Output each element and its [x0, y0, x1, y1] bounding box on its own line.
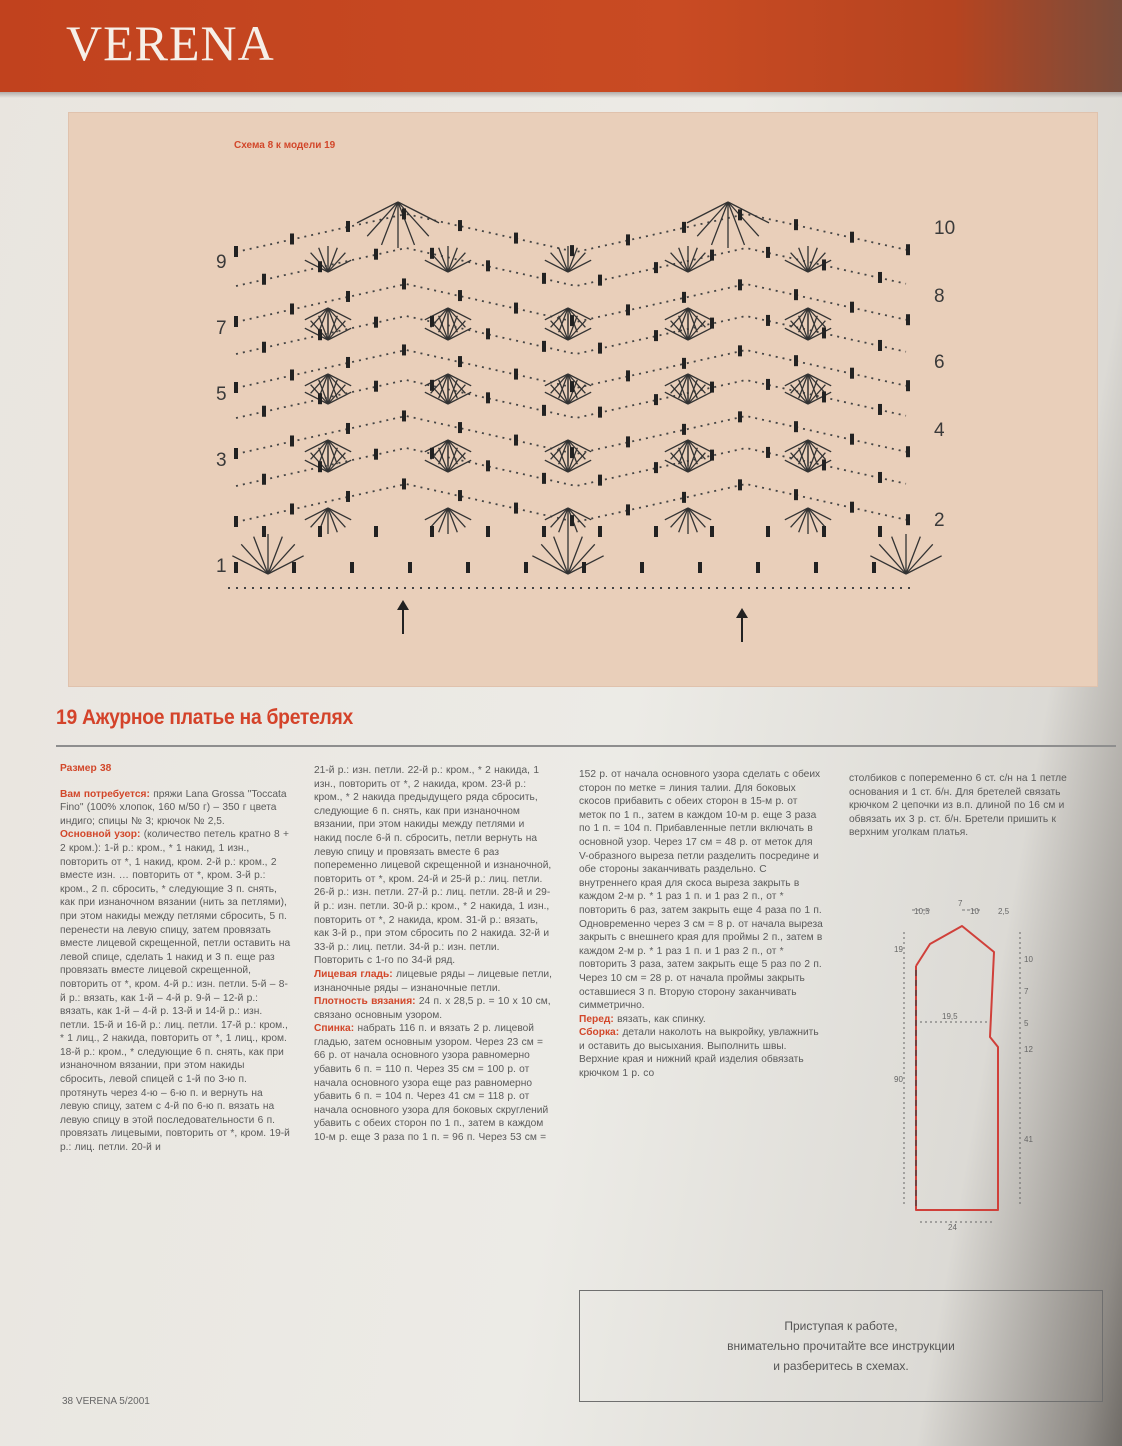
chart-stitch-bar: [430, 380, 434, 391]
chart-stitch-bar: [850, 502, 854, 513]
chart-stitch-bar: [402, 278, 406, 289]
chart-stitch-bar: [346, 357, 350, 368]
chart-fan-ray: [241, 544, 268, 574]
chart-fan-ray: [311, 308, 328, 327]
chart-fan-ray: [671, 440, 688, 459]
dim-right-3: 5: [1024, 1019, 1029, 1028]
chart-fan-ray: [671, 385, 688, 404]
chart-fans: [232, 202, 941, 574]
chart-stitch-bar: [234, 562, 238, 573]
face-label: Лицевая гладь:: [314, 968, 393, 980]
chart-stitch-bar: [640, 562, 644, 573]
chart-fan-ray: [431, 508, 448, 527]
dim-left-full: 90: [894, 1075, 903, 1084]
chart-stitch-bar: [654, 462, 658, 473]
chart-stitch-bar: [234, 516, 238, 527]
chart-fan-ray: [551, 508, 568, 527]
chart-fan-ray: [448, 374, 465, 393]
dim-left-top: 19: [894, 945, 903, 954]
chart-stitch-bar: [234, 316, 238, 327]
chart-fan-ray: [448, 253, 465, 272]
chart-stitch-bar: [318, 461, 322, 472]
chart-stitch-bar: [766, 379, 770, 390]
chart-fan-ray: [551, 253, 568, 272]
chart-stitch-bar: [262, 474, 266, 485]
chart-stitch-bar: [872, 562, 876, 573]
chart-stitch-bar: [514, 435, 518, 446]
chart-fan-ray: [311, 440, 328, 459]
chart-fan: [687, 202, 769, 248]
chart-stitch-bar: [402, 478, 406, 489]
chart-stitch-bar: [766, 247, 770, 258]
crochet-chart: [68, 112, 1098, 687]
crochet-scheme-panel: [68, 112, 1098, 687]
row-number-left: 9: [216, 252, 227, 273]
chart-stitch-bar: [466, 562, 470, 573]
chart-stitch-bar: [290, 435, 294, 446]
chart-stitch-bar: [682, 292, 686, 303]
dim-top-left: 10,5: [914, 907, 930, 916]
chart-stitch-bar: [350, 562, 354, 573]
chart-fan-ray: [791, 253, 808, 272]
chart-stitch-bar: [458, 490, 462, 501]
chart-stitch-bar: [514, 369, 518, 380]
chart-stitch-bar: [570, 515, 574, 526]
chart-fan-ray: [328, 508, 345, 527]
chart-stitch-bar: [430, 448, 434, 459]
text-column-1: [60, 762, 292, 1155]
chart-fan-ray: [728, 202, 759, 236]
row-number-right: 10: [934, 218, 956, 239]
chart-stitch-bar: [458, 290, 462, 301]
chart-stitch-bar: [430, 526, 434, 537]
text-column-2: [314, 764, 552, 1145]
chart-stitch-bar: [486, 328, 490, 339]
chart-fan-ray: [328, 440, 345, 459]
chart-stitch-bar: [698, 562, 702, 573]
masthead: [0, 0, 1122, 92]
chart-fan-ray: [568, 544, 595, 574]
chart-fan-ray: [791, 374, 808, 393]
chart-fan: [545, 246, 591, 272]
chart-stitch-bar: [290, 503, 294, 514]
chart-stitch-bar: [654, 262, 658, 273]
chart-fan-ray: [328, 374, 345, 393]
chart-stitch-bar: [766, 526, 770, 537]
dim-right-5: 41: [1024, 1135, 1033, 1144]
chart-stitch-bar: [486, 260, 490, 271]
row-number-left: 1: [216, 556, 227, 577]
chart-stitch-bar: [582, 562, 586, 573]
chart-fan-ray: [808, 508, 825, 527]
chart-stitch-bar: [906, 380, 910, 391]
dim-top-right: 2,5: [998, 907, 1010, 916]
chart-fan-ray: [808, 308, 825, 327]
chart-fan: [665, 508, 711, 534]
chart-fan-ray: [688, 508, 705, 527]
chart-fan-ray: [808, 374, 825, 393]
chart-fan-ray: [688, 308, 705, 327]
chart-fan: [305, 246, 351, 272]
dim-right-2: 7: [1024, 987, 1029, 996]
chart-fan-ray: [688, 253, 705, 272]
dim-top-mid2: 10: [970, 907, 979, 916]
chart-stitch-bar: [850, 434, 854, 445]
chart-fan: [545, 308, 591, 334]
notice-line-2: внимательно прочитайте все инструкции: [727, 1339, 955, 1353]
back-label: Спинка:: [314, 1023, 355, 1035]
chart-fan-ray: [879, 544, 906, 574]
chart-stitch-bar: [738, 209, 742, 220]
chart-fan-ray: [328, 385, 345, 404]
chart-stitch-bar: [822, 327, 826, 338]
chart-fan: [545, 440, 591, 466]
chart-fan-ray: [791, 508, 808, 527]
chart-stitch-bar: [514, 303, 518, 314]
chart-stitch-bar: [542, 526, 546, 537]
chart-stitch-bar: [430, 316, 434, 327]
verena-logo: VERENA: [66, 15, 275, 71]
chart-fan-ray: [791, 440, 808, 459]
chart-stitch-bar: [458, 220, 462, 231]
chart-fan-ray: [328, 253, 345, 272]
dim-top-mid: 7: [958, 899, 963, 908]
chart-fan-ray: [448, 440, 465, 459]
chart-fan-ray: [671, 508, 688, 527]
chart-stitch-bar: [626, 304, 630, 315]
chart-stitch-bar: [486, 392, 490, 403]
chart-fan-ray: [688, 440, 705, 459]
chart-stitch-bar: [514, 503, 518, 514]
chart-fan: [665, 308, 711, 334]
chart-fan: [665, 246, 711, 272]
chart-stitch-bar: [598, 343, 602, 354]
chart-fan: [305, 308, 351, 334]
col4-text: столбиков с попеременно 6 ст. с/н на 1 петле основания и 1 ст. б/н. Для бретелей связать крючком 2 цепочки из в.п. длиной по 16 см и обвязать их 3 р. ст. б/н. Бретели пришить к верхним уголкам платья.: [849, 773, 1067, 839]
chart-fan: [357, 202, 439, 248]
dim-mid-width: 19,5: [942, 1012, 958, 1021]
chart-stitch-bar: [794, 355, 798, 366]
chart-stitch-bar: [402, 410, 406, 421]
chart-stitch-bar: [654, 330, 658, 341]
chart-fan-ray: [551, 440, 568, 459]
chart-stitch-bar: [458, 356, 462, 367]
main-pattern-text: (количество петель кратно 8 + 2 кром.): 1-й р.: кром., * 1 накид, 1 изн., повторить от *, 1 накид, кром. 2-й р.: кром., 2 вместе изн. … повторить от *, кром. 3-й р.: кром., 2 п. сбросить, * следующие 3 п. снять, как при изнаночном вязании (нить за петлями), при этом накиды между петлями сбросить, 5 п. перенести на левую спицу, затем провязать вместе лицевой скрещенной, петли оставить на левой спице, сделать 1 накид и 3 п. еще раз провязать вместе лицевой скрещенной, повторить от *, кром. 4-й р.: изн. петли. 5-й – 8-й р.: вязать, как 1-й – 4-й р. 9-й – 12-й р.: вязать, как 1-й – 4-й р. 13-й и 14-й р.: изн. петли. 15-й и 16-й р.: лиц. петли. 17-й р.: кром., * 1 лиц., 2 накида, повторить от *, 1 лиц., кром. 18-й р.: кром., * следующие 6 п. снять, как при изнаночном вязании, при этом накиды сбросить, левой спицей с 1-й по 3-ю п. протянуть через 4-ю – 6-ю п. и вернуть на левую спицу, затем с 4-й по 6-ю п. вязать на левую спицу в этой последовательности 6 п. провязать лицевыми, повторить от *, кром. 19-й р.: лиц. петли. 20-й и: [60, 829, 291, 1154]
notice-box: [579, 1290, 1103, 1402]
chart-stitch-bar: [542, 405, 546, 416]
chart-stitch-bar: [626, 234, 630, 245]
chart-stitch-bar: [290, 369, 294, 380]
chart-fan: [532, 534, 603, 574]
chart-stitch-bar: [486, 460, 490, 471]
chart-stitch-bar: [374, 381, 378, 392]
chart-fan-ray: [268, 544, 295, 574]
chart-stitch-bar: [262, 274, 266, 285]
assembly-text: детали наколоть на выкройку, увлажнить и оставить до высыхания. Выполнить швы. Верхние края и нижний край изделия обвязать крючком 1 р. со: [579, 1027, 819, 1080]
chart-stitch-bar: [822, 259, 826, 270]
chart-stitch-bar: [374, 449, 378, 460]
chart-stitch-bar: [570, 381, 574, 392]
chart-fan-ray: [551, 308, 568, 327]
article-title: 19 Ажурное платье на бретелях: [56, 706, 354, 729]
chart-stitch-bar: [654, 526, 658, 537]
chart-stitch-bar: [542, 341, 546, 352]
chart-stitch-bar: [234, 448, 238, 459]
chart-stitch-bar: [374, 249, 378, 260]
chart-stitch-bar: [878, 472, 882, 483]
chart-stitch-bar: [346, 423, 350, 434]
chart-stitch-bar: [514, 233, 518, 244]
chart-fan: [870, 534, 941, 574]
chart-stitch-bar: [794, 489, 798, 500]
row-number-left: 5: [216, 384, 227, 405]
row-number-left: 3: [216, 450, 227, 471]
chart-stitch-bar: [570, 447, 574, 458]
notice-line-3: и разберитесь в схемах.: [773, 1359, 909, 1373]
chart-stitch-bar: [598, 275, 602, 286]
main-pattern-label: Основной узор:: [60, 829, 141, 841]
chart-stitch-bar: [906, 446, 910, 457]
chart-stitch-bar: [542, 273, 546, 284]
chart-stitch-bar: [682, 492, 686, 503]
chart-stitch-bar: [906, 244, 910, 255]
row-number-right: 8: [934, 286, 945, 307]
text-column-4: [849, 772, 1094, 840]
face-text: лицевые ряды – лицевые петли, изнаночные ряды – изнаночные петли.: [314, 968, 552, 994]
chart-stitch-bar: [738, 279, 742, 290]
chart-fan: [305, 440, 351, 466]
garment-pattern-diagram: [890, 892, 1040, 1232]
chart-fan-ray: [541, 544, 568, 574]
chart-stitch-bar: [234, 246, 238, 257]
chart-stitch-bar: [822, 526, 826, 537]
chart-stitch-bar: [906, 514, 910, 525]
col2-text-a: 21-й р.: изн. петли. 22-й р.: кром., * 2 накида, 1 изн., повторить от *, 2 накида, кром. 23-й р.: кром., * 2 накида предыдущего ряда сбросить, следующие 6 п. снять, как при изнаночном вязании, при этом накиды между петлями и накид после 6-й п. сбросить, петли вернуть на левую спицу и провязать вместе 6 раз попеременно лицевой скрещенной и изнаночной, повторить от *, кром. 24-й и 25-й р.: лиц. петли. 26-й р.: изн. петли. 27-й р.: лиц. петли. 28-й и 29-й р.: изн. петли. 30-й р.: кром., * 2 накида, 1 изн., повторить от *, 2 накида, кром. 31-й р.: вязать, как 3-й р., при этом сбросить по 2 накида. 32-й и 33-й р.: лиц. петли. 34-й р.: изн. петли. Повторить с 1-го по 34-й ряд.: [314, 765, 552, 967]
chart-fan-ray: [671, 253, 688, 272]
chart-stitch-bar: [542, 473, 546, 484]
chart-stitch-bar: [290, 303, 294, 314]
chart-stitch-bar: [458, 422, 462, 433]
chart-fan-ray: [688, 374, 705, 393]
chart-stitch-bar: [318, 329, 322, 340]
chart-stitch-bar: [626, 436, 630, 447]
chart-stitch-bar: [570, 245, 574, 256]
chart-stitch-bar: [822, 459, 826, 470]
page-footer: 38 VERENA 5/2001: [62, 1396, 150, 1407]
row-number-left: 7: [216, 318, 227, 339]
chart-stitch-bar: [374, 317, 378, 328]
chart-fan-ray: [448, 308, 465, 327]
chart-stitch-bar: [598, 407, 602, 418]
chart-stitch-bar: [346, 221, 350, 232]
row-number-right: 6: [934, 352, 945, 373]
chart-fan: [305, 508, 351, 534]
chart-stitch-bar: [710, 526, 714, 537]
chart-stitch-bar: [738, 345, 742, 356]
chart-stitch-bar: [318, 261, 322, 272]
chart-stitch-bar: [682, 424, 686, 435]
chart-fan-ray: [551, 385, 568, 404]
chart-fan-ray: [448, 508, 465, 527]
chart-stitch-bar: [402, 208, 406, 219]
chart-stitch-bar: [710, 318, 714, 329]
chart-fan-ray: [311, 508, 328, 527]
dim-right-4: 12: [1024, 1045, 1033, 1054]
size-label: Размер 38: [60, 763, 112, 774]
row-number-right: 2: [934, 510, 945, 531]
title-rule: [56, 745, 1116, 747]
chart-fan-ray: [688, 385, 705, 404]
chart-fan-ray: [367, 202, 398, 236]
chart-stitch-bar: [756, 562, 760, 573]
arrow-right-icon: [736, 608, 748, 642]
row-number-right: 4: [934, 420, 945, 441]
chart-fan-ray: [906, 544, 933, 574]
chart-stitch-bar: [814, 562, 818, 573]
chart-stitch-bar: [654, 394, 658, 405]
chart-stitch-bar: [598, 526, 602, 537]
front-text: вязать, как спинку.: [617, 1013, 706, 1025]
text-column-3: [579, 768, 823, 1081]
chart-stitch-bar: [292, 562, 296, 573]
dim-right-1: 10: [1024, 955, 1033, 964]
chart-stitch-bar: [850, 232, 854, 243]
chart-stitch-bar: [234, 382, 238, 393]
chart-stitch-bar: [626, 504, 630, 515]
density-label: Плотность вязания:: [314, 996, 416, 1008]
chart-stitch-bar: [850, 302, 854, 313]
chart-stitch-bar: [906, 314, 910, 325]
chart-stitch-bar: [878, 272, 882, 283]
chart-stitch-bar: [430, 248, 434, 259]
col3-text: 152 р. от начала основного узора сделать с обеих сторон по метке = линия талии. Для боковых скосов прибавить с обеих сторон в 15-м р. от меток по 1 п., затем в каждом 10-м р. еще 3 раза по 1 п. = 104 п. Прибавленные петли включать в основной узор. Через 17 см = 48 р. от меток для V-образного выреза петли разделить посредине и обе стороны заканчивать раздельно. С внутреннего края для скоса выреза закрыть в каждом 2-м р. * 1 раз 1 п. и 1 раз 2 п., от * повторить 6 раз, затем закрыть еще 4 раза по 1 п. Одновременно через 3 см = 8 р. от начала выреза закрыть с внешнего края для проймы 2 п., затем в каждом 2-м р. * 1 раз 1 п. и 1 раз 2 п., от * повторить 3 раза, затем закрыть еще 5 раз по 2 п. Через 10 см = 28 р. от начала проймы закрыть оставшиеся 3 п. Вторую сторону заканчивать симметрично.: [579, 769, 823, 1012]
density-text: 24 п. x 28,5 р. = 10 x 10 см, связано основным узором.: [314, 996, 551, 1021]
needs-text: пряжи Lana Grossa "Toccata Fino" (100% хлопок, 160 м/50 г) – 350 г цвета индиго; спицы № 3; крючок № 2,5.: [60, 788, 287, 827]
chart-stitch-bar: [878, 340, 882, 351]
chart-fan-ray: [551, 374, 568, 393]
chart-stitch-bar: [402, 344, 406, 355]
chart-stitch-bar: [682, 222, 686, 233]
assembly-label: Сборка:: [579, 1027, 620, 1039]
chart-stitch-bar: [794, 421, 798, 432]
chart-stitch-bar: [710, 450, 714, 461]
chart-stitch-bar: [408, 562, 412, 573]
dim-bottom-width: 24: [948, 1223, 957, 1232]
chart-stitch-bar: [738, 479, 742, 490]
chart-stitch-bar: [486, 526, 490, 537]
chart-stitch-bar: [598, 475, 602, 486]
chart-stitch-bar: [346, 491, 350, 502]
chart-stitch-bar: [318, 393, 322, 404]
chart-fan-ray: [791, 385, 808, 404]
chart-stitch-bar: [878, 526, 882, 537]
chart-fan: [665, 440, 711, 466]
scheme-title: Схема 8 к модели 19: [234, 140, 336, 151]
chart-stitch-bar: [570, 315, 574, 326]
chart-fan-ray: [311, 374, 328, 393]
chart-stitch-bar: [524, 562, 528, 573]
chart-stitch-bar: [626, 370, 630, 381]
arrow-left-icon: [397, 600, 409, 634]
chart-stitch-bar: [822, 391, 826, 402]
needs-label: Вам потребуется:: [60, 788, 150, 800]
chart-stitch-bar: [766, 447, 770, 458]
chart-fan-ray: [671, 308, 688, 327]
chart-stitch-bar: [262, 342, 266, 353]
chart-stitch-bar: [710, 250, 714, 261]
chart-stitch-bar: [374, 526, 378, 537]
chart-stitch-bar: [794, 289, 798, 300]
chart-stitch-bar: [878, 404, 882, 415]
chart-stitch-bar: [738, 411, 742, 422]
chart-stitch-bar: [262, 406, 266, 417]
notice-line-1: Приступая к работе,: [784, 1319, 898, 1333]
chart-stitch-bar: [710, 382, 714, 393]
chart-fan-ray: [671, 374, 688, 393]
chart-fan-ray: [448, 385, 465, 404]
chart-stitch-bar: [766, 315, 770, 326]
chart-stitch-bar: [682, 358, 686, 369]
chart-fan-ray: [328, 308, 345, 327]
chart-fan: [545, 508, 591, 534]
chart-fan-ray: [791, 308, 808, 327]
chart-fan-ray: [697, 202, 728, 236]
chart-stitch-bar: [794, 219, 798, 230]
chart-stitch-bar: [318, 526, 322, 537]
chart-stitch-bar: [850, 368, 854, 379]
chart-stitch-bar: [290, 233, 294, 244]
chart-fan-ray: [808, 440, 825, 459]
chart-stitch-bar: [346, 291, 350, 302]
front-label: Перед:: [579, 1013, 614, 1025]
chart-stitch-bar: [262, 526, 266, 537]
back-text: набрать 116 п. и вязать 2 р. лицевой гладью, затем основным узором. Через 23 см = 66 р. от начала основного узора равномерно убавить 6 п. = 110 п. Через 35 см = 100 р. от начала основного узора еще раз равномерно убавить 6 п. = 104 п. Через 41 см = 118 р. от начала основного узора для боковых скруглений убавить с обеих сторон по 1 п., затем в каждом 10-м р. еще 3 раза по 1 п. = 96 п. Через 53 см =: [314, 1023, 549, 1144]
